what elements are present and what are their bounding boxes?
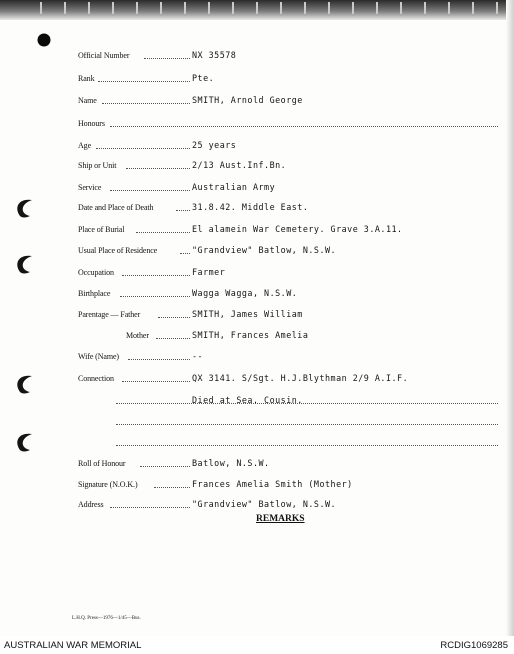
field-usual-residence: [78, 242, 498, 256]
field-parentage-mother: [78, 327, 498, 341]
field-label: Parentage — Father: [78, 310, 141, 319]
dotted-leader: [98, 81, 190, 82]
dotted-leader: [136, 232, 190, 233]
field-date-place-death: [78, 199, 498, 213]
field-label: Address: [78, 500, 104, 509]
field-signature-nok: [78, 476, 498, 490]
dotted-leader: [154, 487, 190, 488]
dotted-leader: [158, 317, 190, 318]
archive-footer: [0, 636, 514, 654]
dotted-leader: [122, 275, 190, 276]
field-label: Official Number: [78, 51, 130, 60]
dotted-leader: [128, 359, 190, 360]
field-value: SMITH, Arnold George: [192, 95, 303, 105]
field-value: 31.8.42. Middle East.: [192, 202, 309, 212]
field-label: Date and Place of Death: [78, 203, 154, 212]
scan-right-edge: [506, 0, 514, 636]
field-label: Usual Place of Residence: [78, 246, 158, 255]
field-value: El alamein War Cemetery. Grave 3.A.11.: [192, 224, 403, 234]
dotted-leader: [116, 403, 498, 404]
dotted-leader: [116, 424, 498, 425]
field-age: [78, 137, 498, 151]
field-official-number: [78, 47, 498, 61]
field-label: Service: [78, 183, 102, 192]
field-connection-line: [78, 413, 498, 427]
punch-hole-icon: [36, 32, 52, 48]
field-value: 2/13 Aust.Inf.Bn.: [192, 160, 287, 170]
institution-name: AUSTRALIAN WAR MEMORIAL: [4, 640, 142, 651]
field-value: Wagga Wagga, N.S.W.: [192, 288, 298, 298]
field-connection: [78, 370, 498, 384]
field-connection-line: [78, 392, 498, 406]
dotted-leader: [180, 253, 190, 254]
dotted-leader: [156, 338, 190, 339]
scan-top-edge: [0, 0, 514, 20]
dotted-leader: [102, 103, 190, 104]
field-value: SMITH, Frances Amelia: [192, 330, 309, 340]
dotted-leader: [110, 190, 190, 191]
dotted-leader: [116, 445, 498, 446]
field-value: Died at Sea. Cousin.: [192, 395, 303, 405]
dotted-leader: [144, 58, 190, 59]
binder-ring-icon: [10, 252, 34, 276]
field-value: --: [192, 351, 204, 361]
dotted-leader: [122, 381, 190, 382]
field-roll-of-honour: [78, 455, 498, 469]
remarks-heading: REMARKS: [256, 514, 305, 524]
field-connection-line: [78, 434, 498, 448]
dotted-leader: [176, 210, 190, 211]
field-honours: [78, 115, 498, 129]
field-birthplace: [78, 285, 498, 299]
field-value: QX 3141. S/Sgt. H.J.Blythman 2/9 A.I.F.: [192, 373, 409, 383]
field-label: Wife (Name): [78, 352, 119, 361]
field-value: "Grandview" Batlow, N.S.W.: [192, 499, 337, 509]
field-label: Age: [78, 141, 92, 150]
field-address: [78, 496, 498, 510]
field-parentage-father: [78, 306, 498, 320]
field-label: Signature (N.O.K.): [78, 480, 138, 489]
field-value: Farmer: [192, 267, 226, 277]
dotted-leader: [126, 168, 190, 169]
field-label: Mother: [126, 331, 149, 340]
binder-ring-icon: [10, 430, 34, 454]
record-reference: RCDIG1069285: [440, 640, 508, 651]
field-label: Honours: [78, 119, 105, 128]
field-value: SMITH, James William: [192, 309, 303, 319]
dotted-leader: [110, 507, 190, 508]
field-service: [78, 179, 498, 193]
field-value: Pte.: [192, 73, 215, 83]
field-place-of-burial: [78, 221, 498, 235]
field-value: NX 35578: [192, 50, 237, 60]
field-value: Australian Army: [192, 182, 276, 192]
field-ship-or-unit: [78, 157, 498, 171]
field-label: Connection: [78, 374, 114, 383]
field-name: [78, 92, 498, 106]
field-label: Name: [78, 96, 97, 105]
dotted-leader: [140, 466, 190, 467]
dotted-leader: [110, 126, 498, 127]
printer-imprint: L.H.Q. Press—1976—1/45—Bus.: [72, 616, 141, 621]
field-value: Batlow, N.S.W.: [192, 458, 270, 468]
field-label: Place of Burial: [78, 225, 125, 234]
field-rank: [78, 70, 498, 84]
field-label: Occupation: [78, 268, 114, 277]
binder-ring-icon: [10, 196, 34, 220]
field-label: Birthplace: [78, 289, 111, 298]
binder-ring-icon: [10, 372, 34, 396]
field-value: 25 years: [192, 140, 237, 150]
field-value: Frances Amelia Smith (Mother): [192, 479, 353, 489]
field-wife: [78, 348, 498, 362]
dotted-leader: [120, 296, 190, 297]
field-value: "Grandview" Batlow, N.S.W.: [192, 245, 337, 255]
field-occupation: [78, 264, 498, 278]
field-label: Roll of Honour: [78, 459, 126, 468]
field-label: Ship or Unit: [78, 161, 117, 170]
dotted-leader: [96, 148, 190, 149]
field-label: Rank: [78, 74, 95, 83]
